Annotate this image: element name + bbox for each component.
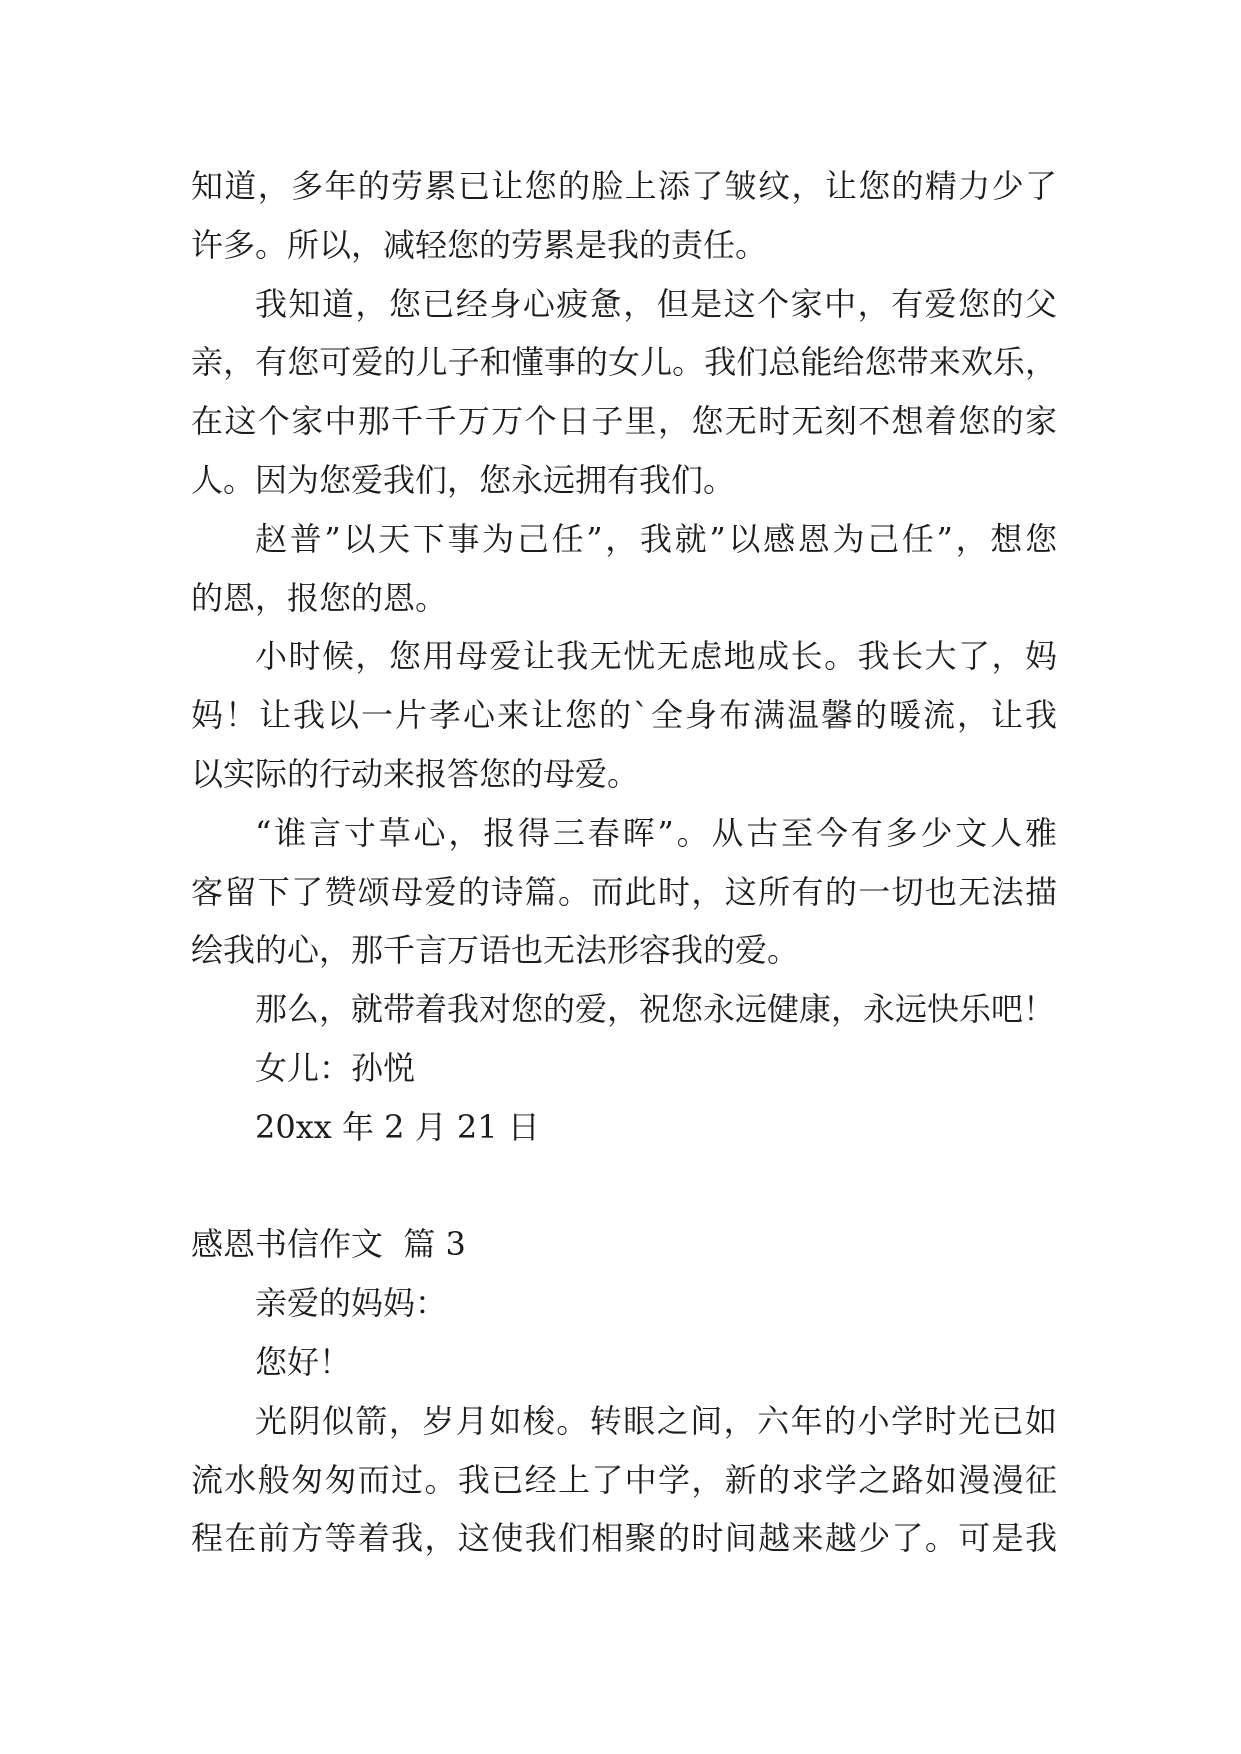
text-line: 绘我的心，那千言万语也无法形容我的爱。 bbox=[191, 931, 800, 970]
text-line: 亲，有您可爱的儿子和懂事的女儿。我们总能给您带来欢乐， bbox=[191, 343, 1057, 382]
letter-paragraph bbox=[191, 275, 1057, 510]
letter-paragraph bbox=[191, 627, 1057, 803]
letter-salutation: 亲爱的妈妈： bbox=[255, 1284, 448, 1323]
letter-closing: 那么，就带着我对您的爱，祝您永远健康，永远快乐吧！ bbox=[255, 990, 1056, 1029]
letter-date: 20xx 年 2 月 21 日 bbox=[255, 1107, 540, 1146]
text-line: 知道，多年的劳累已让您的脸上添了皱纹，让您的精力少了 bbox=[191, 167, 1057, 205]
text-line: 客留下了赞颂母爱的诗篇。而此时，这所有的一切也无法描 bbox=[191, 872, 1057, 911]
blank-line bbox=[191, 1157, 1057, 1216]
letter-greeting: 您好！ bbox=[255, 1342, 352, 1381]
text-line: 程在前方等着我，这使我们相聚的时间越来越少了。可是我 bbox=[191, 1519, 1057, 1558]
text-line: 小时候，您用母爱让我无忧无虑地成长。我长大了，妈 bbox=[255, 637, 1057, 676]
text-line: 光阴似箭，岁月如梭。转眼之间，六年的小学时光已如 bbox=[255, 1401, 1057, 1440]
text-line: 妈！让我以一片孝心来让您的`全身布满温馨的暖流，让我 bbox=[191, 696, 1057, 735]
letter-signature: 女儿：孙悦 bbox=[255, 1048, 416, 1087]
text-line: 流水般匆匆而过。我已经上了中学，新的求学之路如漫漫征 bbox=[191, 1460, 1057, 1499]
text-line: “谁言寸草心，报得三春晖”。从古至今有多少文人雅 bbox=[255, 813, 1057, 852]
letter-paragraph bbox=[191, 510, 1057, 628]
text-line: 在这个家中那千千万万个日子里，您无时无刻不想着您的家 bbox=[191, 402, 1057, 441]
section-title: 感恩书信作文 篇 3 bbox=[191, 1225, 466, 1264]
letter-paragraph bbox=[191, 804, 1057, 980]
text-line: 赵普”以天下事为己任”，我就”以感恩为己任”，想您 bbox=[255, 519, 1057, 558]
text-line: 许多。所以，减轻您的劳累是我的责任。 bbox=[191, 225, 768, 264]
text-line: 我知道，您已经身心疲惫，但是这个家中，有爱您的父 bbox=[255, 284, 1057, 323]
text-line: 的恩，报您的恩。 bbox=[191, 578, 448, 617]
letter-paragraph bbox=[191, 1392, 1057, 1568]
document-page bbox=[191, 157, 1057, 1568]
text-line: 以实际的行动来报答您的母爱。 bbox=[191, 754, 640, 793]
letter-paragraph bbox=[191, 157, 1057, 275]
text-line: 人。因为您爱我们，您永远拥有我们。 bbox=[191, 460, 736, 499]
